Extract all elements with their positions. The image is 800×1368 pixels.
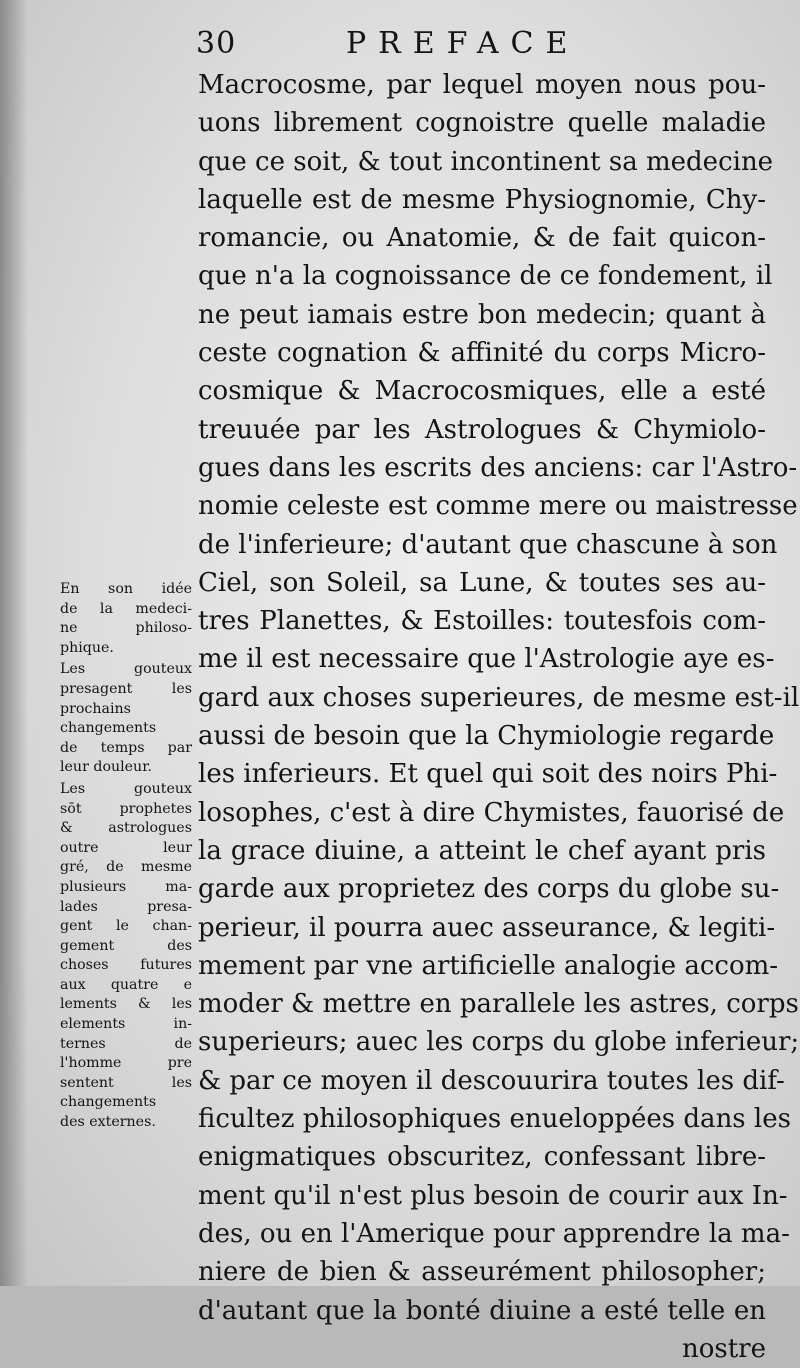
body-line: mement par vne artificielle analogie accom- <box>198 950 779 981</box>
body-line: treuuée par les Astrologues & Chymiolo- <box>198 414 766 445</box>
body-line: que n'a la cognoissance de ce fondement, il <box>198 261 773 292</box>
marginal-note-line: Les gouteux <box>60 661 192 678</box>
marginal-note-line: gement des <box>60 937 192 954</box>
body-line: ficultez philosophiques enueloppées dans les <box>198 1104 791 1135</box>
body-line: niere de bien & asseurément philosopher; <box>198 1257 766 1288</box>
body-line: que ce soit, & tout incontinent sa medecine <box>198 146 774 177</box>
body-line: moder & mettre en parallele les astres, corps <box>198 989 799 1020</box>
body-line: tres Planettes, & Estoilles: toutesfois com- <box>198 606 766 637</box>
body-line: me il est necessaire que l'Astrologie aye es- <box>198 644 775 675</box>
page-header <box>196 22 776 68</box>
body-line: les inferieurs. Et quel qui soit des noirs Phi- <box>198 759 778 790</box>
marginal-note-line: & astrologues <box>60 820 192 837</box>
marginalia <box>60 580 192 1135</box>
marginal-note-line: sōt prophetes <box>60 800 192 817</box>
body-line: des, ou en l'Amerique pour apprendre la ma- <box>198 1218 790 1249</box>
marginal-note-line: lades presa- <box>60 898 192 915</box>
marginal-note-line: sentent les <box>60 1074 192 1091</box>
body-line: de l'inferieure; d'autant que chascune à son <box>198 529 778 560</box>
running-title: PREFACE <box>346 26 580 61</box>
body-line: nostre <box>681 1333 766 1364</box>
marginal-note-line: ternes de <box>60 1035 192 1052</box>
marginal-note-line: changements <box>60 720 157 737</box>
marginal-note-line: ne philoso- <box>60 620 192 637</box>
body-line: nomie celeste est comme mere ou maistresse <box>198 491 798 522</box>
marginal-note-line: presagent les <box>60 680 192 697</box>
marginal-note-line: leur douleur. <box>60 759 152 776</box>
marginal-note-line: de la medeci- <box>60 600 192 617</box>
body-line: laquelle est de mesme Physiognomie, Chy- <box>198 184 766 215</box>
body-line: perieur, il pourra auec asseurance, & legiti- <box>198 912 776 943</box>
body-line: ne peut iamais estre bon medecin; quant à <box>198 299 766 330</box>
body-line: aussi de besoin que la Chymiologie regarde <box>198 721 775 752</box>
marginal-note-line: de temps par <box>60 739 192 756</box>
body-line: & par ce moyen il descouurira toutes les dif- <box>198 1065 785 1096</box>
body-line: romancie, ou Anatomie, & de fait quicon- <box>198 223 766 254</box>
marginal-note-line: choses futures <box>60 957 192 974</box>
body-line: ment qu'il n'est plus besoin de courir aux In- <box>198 1180 788 1211</box>
body-line: d'autant que la bonté diuine a esté telle en <box>198 1295 766 1326</box>
marginal-note-line: aux quatre e <box>60 976 192 993</box>
marginal-note-line: lements & les <box>60 996 192 1013</box>
marginal-note-line: outre leur <box>60 839 192 856</box>
gutter-shadow <box>0 0 28 1286</box>
body-line: cosmique & Macrocosmiques, elle a esté <box>198 376 766 407</box>
body-line: Ciel, son Soleil, sa Lune, & toutes ses au- <box>198 567 766 598</box>
body-line: Macrocosme, par lequel moyen nous pou- <box>198 70 766 100</box>
marginal-note-line: En son idée <box>60 581 192 597</box>
marginal-note-line: changements <box>60 1094 157 1111</box>
marginal-note-line: plusieurs ma- <box>60 878 192 895</box>
marginal-note-line: prochains <box>60 700 131 717</box>
marginal-note-line: Les gouteux <box>60 780 192 797</box>
body-text <box>198 66 800 1368</box>
marginal-note <box>60 780 192 1133</box>
body-line: losophes, c'est à dire Chymistes, fauorisé de <box>198 797 785 828</box>
body-line: garde aux proprietez des corps du globe su- <box>198 874 780 905</box>
body-line: la grace diuine, a atteint le chef ayant pris <box>198 835 766 866</box>
marginal-note <box>60 660 192 778</box>
body-line: enigmatiques obscuritez, confessant libre- <box>198 1142 766 1173</box>
body-line: gues dans les escrits des anciens: car l'Astro- <box>198 452 798 483</box>
body-line: gard aux choses superieures, de mesme est-il <box>198 682 800 713</box>
marginal-note-line: elements in- <box>60 1016 192 1033</box>
marginal-note-line: gent le chan- <box>60 918 192 935</box>
marginal-note-line: l'homme pre <box>60 1055 192 1072</box>
body-line: superieurs; auec les corps du globe inferieur; <box>198 1027 800 1058</box>
marginal-note-line: des externes. <box>60 1114 156 1131</box>
marginal-note <box>60 580 192 658</box>
marginal-note-line: gré, de mesme <box>60 859 192 876</box>
marginal-note-line: phique. <box>60 639 114 656</box>
body-line: ceste cognation & affinité du corps Micro- <box>198 338 766 369</box>
body-line: uons librement cognoistre quelle maladie <box>198 108 766 139</box>
page-number: 30 <box>196 26 237 61</box>
